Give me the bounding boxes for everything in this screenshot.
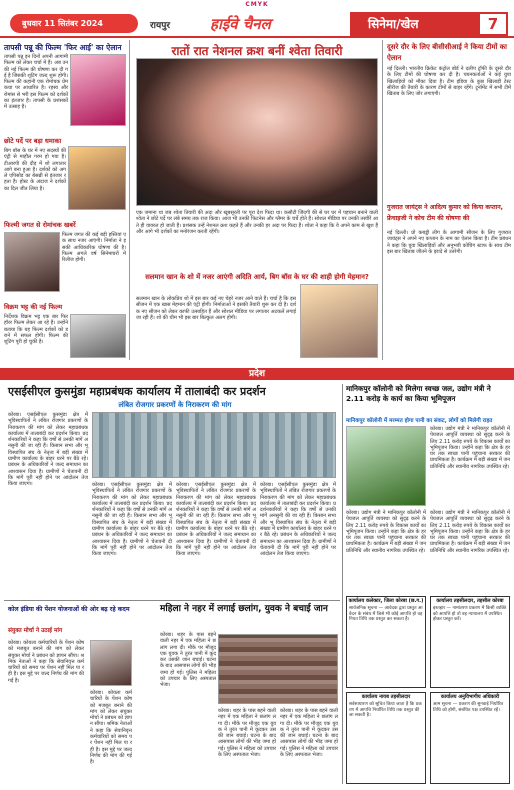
actor-photo: [68, 146, 126, 210]
celebrity-photo: [300, 284, 378, 358]
lead-photo: [136, 58, 378, 206]
left-story3-headline: फिल्मी जगत से रोमांचक खबरें: [4, 221, 76, 229]
coal-story-body: कोरबा। कोयला कर्मचारियों के पेंशन कोष को मजबूत बनाने की मांग को लेकर संयुक्त मोर्चा ने प्रबंधन को ज्ञापन सौंपा। श्रमिक नेताओं ने कहा कि सेवानिवृत्त कर्मचारियों को समय पर पेंशन नहीं मिल पा रही है। इस मुद्दे पर जल्द निर्णय की मांग की गई है।: [8, 640, 84, 684]
left-story3-body: फिल्म जगत की कई बड़ी हस्तियां एक साथ नजर आएंगी। निर्माता ने इसकी आधिकारिक घोषणा की है। फिल्म अगले वर्ष सिनेमाघरों में रिलीज होगी।: [62, 232, 126, 264]
coal-story-body-2: कोरबा। कोयला कर्मचारियों के पेंशन कोष को मजबूत बनाने की मांग को लेकर संयुक्त मोर्चा ने प्रबंधन को ज्ञापन सौंपा। श्रमिक नेताओं ने कहा कि सेवानिवृत्त कर्मचारियों को समय पर पेंशन नहीं मिल पा रही है। इस मुद्दे पर जल्द निर्णय की मांग की गई है।: [90, 690, 132, 766]
edition-city: रायपुर: [150, 21, 171, 31]
center-column: [132, 40, 380, 360]
right-headline: दूसरे दौर के लिए बीसीसीआई ने किया टीमों का ऐलान: [387, 43, 507, 62]
notice-body: सार्वजनिक सूचना — आवेदक द्वारा प्रस्तुत आवेदन के संबंध में जिसे भी कोई आपत्ति हो वह नियत तिथि तक प्रस्तुत कर सकता है।: [349, 606, 423, 622]
manikpur-body-3: कोरबा। उद्योग मंत्री ने मानिकपुर कॉलोनी में पेयजल आपूर्ति व्यवस्था को सुदृढ़ करने के लिए 2.11 करोड़ रुपये के विकास कार्यों का भूमिपूजन किया। उन्होंने कहा कि क्षेत्र के हर घर तक स्वच्छ पानी पहुंचाना सरकार की प्राथमिकता है। कार्यक्रम में बड़ी संख्या में जनप्रतिनिधि और स्थानीय नागरिक उपस्थित रहे।: [430, 510, 510, 554]
notice-box-4: [430, 692, 510, 784]
center-story2-headline: सलमान खान के शो में नजर आएंगी अदिति आर्य, बिग बॉस के घर की शाही होगी मेहमान?: [145, 273, 369, 281]
right-body: नई दिल्ली। भारतीय क्रिकेट कंट्रोल बोर्ड ने दलीप ट्रॉफी के दूसरे दौर के लिए टीमों की घोषणा कर दी है। चयनकर्ताओं ने कई युवा खिलाड़ियों को मौका दिया है। टीम इंडिया के कुछ खिलाड़ी टेस्ट सीरीज की तैयारी के कारण टीमों से बाहर रहेंगे। टूर्नामेंट में सभी टीमें खिताब के लिए जोर लगाएंगी।: [387, 66, 511, 98]
print-registration-mark: CMYK: [245, 1, 269, 8]
left-story4-body: निर्देशक विक्रम भट्ट एक बार फिर हॉरर फिल्म लेकर आ रहे हैं। उन्होंने बताया कि यह फिल्म दर्शकों को डराने में सफल होगी। फिल्म की शूटिंग पूरी हो चुकी है।: [4, 314, 68, 346]
canal-photo: [218, 634, 338, 704]
section-band-label: प्रदेश: [248, 369, 266, 379]
canal-story-body: कोरबा। शहर के पास बहने वाली नहर में एक महिला ने छलांग लगा दी। मौके पर मौजूद एक युवक ने तुरंत पानी में कूदकर उसकी जान बचाई। घटना के बाद आसपास लोगों की भीड़ जमा हो गई। पुलिस ने महिला को उपचार के लिए अस्पताल भेजा।: [160, 632, 217, 689]
lower-headline: एसईसीएल कुसमुंडा महाप्रबंधक कार्यालय में तालाबंदी कर प्रदर्शन: [8, 385, 266, 398]
manikpur-headline: मानिकपुर कॉलोनी को मिलेगा स्वच्छ जल, उद्योग मंत्री ने 2.11 करोड़ के कार्य का किया भूमिपूजन: [346, 384, 491, 403]
left-column: [0, 40, 130, 360]
notice-box-2: [430, 596, 510, 688]
notice-title: कार्यालय अनुविभागीय अधिकारी: [440, 694, 500, 700]
masthead: [0, 8, 514, 38]
notice-box-3: [346, 692, 426, 784]
left-story4-headline: विक्रम भट्ट की नई फिल्म: [4, 303, 63, 311]
lower-body-col1: कोरबा। एसईसीएल कुसमुंडा क्षेत्र में भूविस्थापितों ने लंबित रोजगार प्रकरणों के निराकरण की मांग को लेकर महाप्रबंधक कार्यालय में तालाबंदी कर प्रदर्शन किया। प्रदर्शनकारियों ने कहा कि वर्षों से उनकी मांगें अनसुनी की जा रही हैं। किसान सभा और भू विस्थापित संघ के नेतृत्व में बड़ी संख्या में ग्रामीण कार्यालय के बाहर धरने पर बैठे रहे। प्रबंधन के अधिकारियों ने जल्द समाधान का आश्वासन दिया है। ग्रामीणों ने चेतावनी दी कि मांगें पूरी नहीं होने पर आंदोलन तेज किया जाएगा।: [8, 412, 88, 488]
director-photo: [70, 314, 126, 358]
left-story2-headline: छोटे पर्दे पर बड़ा धमाका: [4, 137, 62, 145]
coal-story-subhead: संयुक्त मोर्चा ने उठाई मांग: [8, 628, 63, 634]
column-divider: [342, 384, 343, 784]
official-photo: [90, 640, 132, 686]
center-body: एक जमाना था जब श्वेता तिवारी की अदा और खूबसूरती पर पूरा देश फिदा था। कसौटी जिंदगी की से घर घर में पहचान बनाने वाली श्वेता ने छोटे पर्दे पर लंबे समय तक राज किया। आज भी उनकी फिटनेस और ग्लैमर के चर्चे होते हैं। सोशल मीडिया पर उनकी तस्वीरें आते ही वायरल हो जाती हैं। प्रशंसक उन्हें नेशनल क्रश कहते हैं और उनकी हर अदा पर फिदा हैं। श्वेता ने कहा कि वे अपने काम से खुश हैं और आगे भी दर्शकों का मनोरंजन करती रहेंगी।: [136, 210, 378, 235]
left-story2-body: बिग बॉस के घर में नए सदस्यों की एंट्री से माहौल गरम हो गया है। टीआरपी की दौड़ में शो लगातार आगे बना हुआ है। दर्शकों को अगले एपिसोड का बेसब्री से इंतजार रहता है। होस्ट के अंदाज ने दर्शकों का दिल जीत लिया है।: [4, 148, 66, 192]
lower-subhead: लंबित रोजगार प्रकरणों के निराकरण की मांग: [118, 401, 232, 409]
section-title: सिनेमा/खेल: [350, 12, 478, 36]
date-line: बुधवार 11 सितंबर 2024: [10, 14, 138, 33]
notice-title: कार्यालय नायब तहसीलदार: [361, 694, 411, 700]
ceremony-photo: [346, 426, 426, 506]
divider: [4, 600, 340, 601]
manikpur-body-2: कोरबा। उद्योग मंत्री ने मानिकपुर कॉलोनी में पेयजल आपूर्ति व्यवस्था को सुदृढ़ करने के लिए 2.11 करोड़ रुपये के विकास कार्यों का भूमिपूजन किया। उन्होंने कहा कि क्षेत्र के हर घर तक स्वच्छ पानी पहुंचाना सरकार की प्राथमिकता है। कार्यक्रम में बड़ी संख्या में जनप्रतिनिधि और स्थानीय नागरिक उपस्थित रहे।: [346, 510, 426, 554]
notice-body: इश्तहार — नामांतरण प्रकरण में किसी व्यक्ति को आपत्ति हो तो वह न्यायालय में उपस्थित होकर प्रस्तुत करें।: [433, 606, 507, 622]
coal-story-headline: कोल इंडिया की पेंशन योजनाओं की ओर बढ़ रहे कदम: [8, 606, 130, 613]
left-story-body: तापसी पन्नू इन दिनों अपनी आगामी फिल्म को लेकर चर्चा में हैं। अब उनकी नई फिल्म की घोषणा कर दी गई है जिसकी शूटिंग जल्द शुरू होगी। फिल्म की कहानी एक रोमांचक प्रेम कथा पर आधारित है। रहस्य और रोमांस से भरी इस फिल्म को दर्शकों का इंतजार है। तापसी के प्रशंसकों में उत्साह है।: [4, 54, 68, 111]
canal-story-body-3: कोरबा। शहर के पास बहने वाली नहर में एक महिला ने छलांग लगा दी। मौके पर मौजूद एक युवक ने तुरंत पानी में कूदकर उसकी जान बचाई। घटना के बाद आसपास लोगों की भीड़ जमा हो गई। पुलिस ने महिला को उपचार के लिए अस्पताल भेजा।: [280, 708, 338, 759]
right-story2-headline: गुजरात जायंट्स ने आदित्य कुमार को किया कप्तान, फ्रेंचाइजी ने कोच टीम की घोषणा की: [387, 204, 503, 222]
center-headline: रातों रात नेशनल क्रश बनीं श्वेता तिवारी: [171, 44, 343, 58]
notice-box-1: [346, 596, 426, 688]
canal-story-body-2: कोरबा। शहर के पास बहने वाली नहर में एक महिला ने छलांग लगा दी। मौके पर मौजूद एक युवक ने तुरंत पानी में कूदकर उसकी जान बचाई। घटना के बाद आसपास लोगों की भीड़ जमा हो गई। पुलिस ने महिला को उपचार के लिए अस्पताल भेजा।: [218, 708, 276, 759]
notice-title: कार्यालय तहसीलदार, तहसील कोरबा: [436, 598, 504, 604]
notice-body: सर्वसाधारण को सूचित किया जाता है कि प्रकरण में आपत्ति निर्धारित तिथि तक प्रस्तुत की जा सकती है।: [349, 702, 422, 718]
center-story2-body: सलमान खान के लोकप्रिय शो में इस बार कई नए चेहरे नजर आने वाले हैं। चर्चा है कि इस सीजन में एक खास मेहमान की एंट्री होगी। निर्माताओं ने इसकी तैयारी शुरू कर दी है। दर्शक नए सीजन को लेकर काफी उत्साहित हैं और सोशल मीडिया पर लगातार अटकलें लगाई जा रही हैं। शो की थीम भी इस बार बिल्कुल अलग होगी।: [136, 296, 296, 321]
right-story2-body: नई दिल्ली। प्रो कबड्डी लीग के आगामी सीजन के लिए गुजरात जायंट्स ने अपने नए कप्तान के नाम का ऐलान किया है। टीम प्रबंधन ने कहा कि युवा खिलाड़ियों और अनुभवी कोचिंग स्टाफ के साथ टीम इस बार खिताब जीतने के इरादे से उतरेगी।: [387, 230, 511, 255]
section-band: [0, 368, 514, 380]
canal-story-headline: महिला ने नहर में लगाई छलांग, युवक ने बचाई जान: [160, 604, 328, 614]
newspaper-brand: हाईवे चैनल: [210, 15, 271, 33]
manikpur-subhead: मानिकपुर कॉलोनी में मरम्मत होगा पानी का संकट, लोगों को मिलेगी राहत: [346, 418, 493, 424]
right-column: [382, 40, 514, 360]
protest-photo: [92, 412, 336, 478]
notice-title: कार्यालय कलेक्टर, जिला कोरबा (छ.ग.): [348, 598, 424, 604]
lower-body-col4: कोरबा। एसईसीएल कुसमुंडा क्षेत्र में भूविस्थापितों ने लंबित रोजगार प्रकरणों के निराकरण की मांग को लेकर महाप्रबंधक कार्यालय में तालाबंदी कर प्रदर्शन किया। प्रदर्शनकारियों ने कहा कि वर्षों से उनकी मांगें अनसुनी की जा रही हैं। किसान सभा और भू विस्थापित संघ के नेतृत्व में बड़ी संख्या में ग्रामीण कार्यालय के बाहर धरने पर बैठे रहे। प्रबंधन के अधिकारियों ने जल्द समाधान का आश्वासन दिया है। ग्रामीणों ने चेतावनी दी कि मांगें पूरी नहीं होने पर आंदोलन तेज किया जाएगा।: [260, 482, 336, 558]
lower-body-col2: कोरबा। एसईसीएल कुसमुंडा क्षेत्र में भूविस्थापितों ने लंबित रोजगार प्रकरणों के निराकरण की मांग को लेकर महाप्रबंधक कार्यालय में तालाबंदी कर प्रदर्शन किया। प्रदर्शनकारियों ने कहा कि वर्षों से उनकी मांगें अनसुनी की जा रही हैं। किसान सभा और भू विस्थापित संघ के नेतृत्व में बड़ी संख्या में ग्रामीण कार्यालय के बाहर धरने पर बैठे रहे। प्रबंधन के अधिकारियों ने जल्द समाधान का आश्वासन दिया है। ग्रामीणों ने चेतावनी दी कि मांगें पूरी नहीं होने पर आंदोलन तेज किया जाएगा।: [92, 482, 172, 558]
left-story-headline: तापसी पन्नू की फिल्म 'फिर आई' का ऐलान: [4, 43, 122, 52]
lower-body-col3: कोरबा। एसईसीएल कुसमुंडा क्षेत्र में भूविस्थापितों ने लंबित रोजगार प्रकरणों के निराकरण की मांग को लेकर महाप्रबंधक कार्यालय में तालाबंदी कर प्रदर्शन किया। प्रदर्शनकारियों ने कहा कि वर्षों से उनकी मांगें अनसुनी की जा रही हैं। किसान सभा और भू विस्थापित संघ के नेतृत्व में बड़ी संख्या में ग्रामीण कार्यालय के बाहर धरने पर बैठे रहे। प्रबंधन के अधिकारियों ने जल्द समाधान का आश्वासन दिया है। ग्रामीणों ने चेतावनी दी कि मांगें पूरी नहीं होने पर आंदोलन तेज किया जाएगा।: [176, 482, 256, 558]
actress-photo: [70, 54, 126, 126]
film-photo: [4, 232, 60, 292]
manikpur-body: कोरबा। उद्योग मंत्री ने मानिकपुर कॉलोनी में पेयजल आपूर्ति व्यवस्था को सुदृढ़ करने के लिए 2.11 करोड़ रुपये के विकास कार्यों का भूमिपूजन किया। उन्होंने कहा कि क्षेत्र के हर घर तक स्वच्छ पानी पहुंचाना सरकार की प्राथमिकता है। कार्यक्रम में बड़ी संख्या में जनप्रतिनिधि और स्थानीय नागरिक उपस्थित रहे।: [430, 426, 510, 470]
page-number: 7: [478, 12, 508, 36]
notice-body: आम सूचना — प्रकरण की सुनवाई निर्धारित तिथि को होगी, संबंधित पक्ष उपस्थित रहें।: [433, 702, 504, 713]
